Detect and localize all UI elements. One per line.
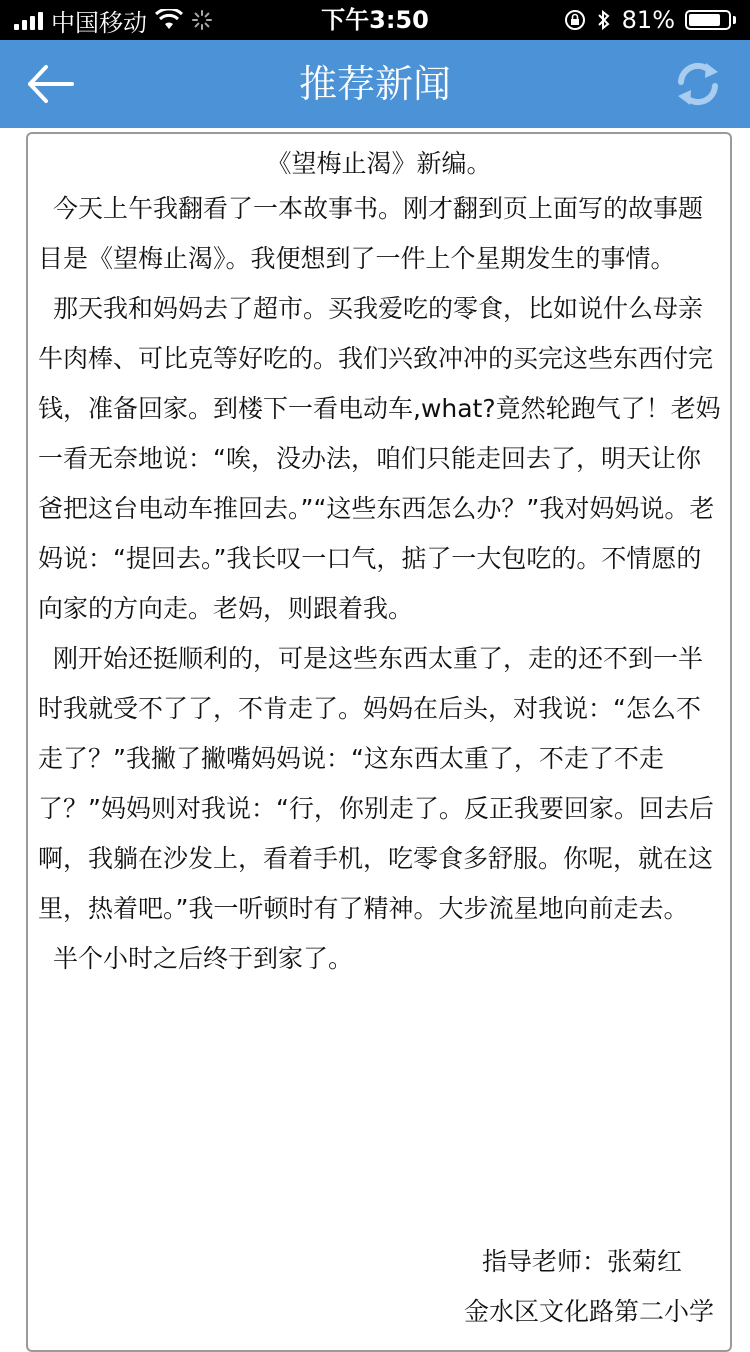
battery-percent: 81% bbox=[621, 6, 675, 34]
page-title: 推荐新闻 bbox=[298, 62, 451, 106]
article-paragraph: 刚开始还挺顺利的，可是这些东西太重了，走的还不到一半时我就受不了了，不肯走了。妈妈在后头，对我说：“怎么不走了？”我撇了撇嘴妈妈说：“这东西太重了，不走了不走了？”妈妈则对我说：“行，你别走了。反正我要回家。回去后啊，我躺在沙发上，看着手机，吃零食多舒服。你呢，就在这里，热着吧。”我一听顿时有了精神。大步流星地向前走去。 bbox=[38, 644, 714, 923]
rotation-lock-icon bbox=[564, 9, 586, 31]
refresh-icon bbox=[668, 54, 728, 114]
article-title: 《望梅止渴》新编。 bbox=[266, 149, 492, 178]
battery-fill bbox=[689, 14, 720, 26]
status-right bbox=[564, 0, 736, 40]
article-card bbox=[26, 132, 732, 1352]
article-paragraph: 今天上午我翻看了一本故事书。刚才翻到页上面写的故事题目是《望梅止渴》。我便想到了一件上个星期发生的事情。 bbox=[38, 194, 704, 273]
nav-bar bbox=[0, 40, 750, 128]
article-paragraph: 半个小时之后终于到家了。 bbox=[53, 944, 354, 973]
article-paragraph: 那天我和妈妈去了超市。买我爱吃的零食，比如说什么母亲牛肉棒、可比克等好吃的。我们兴致冲冲的买完这些东西付完钱，准备回家。到楼下一看电动车,what?竟然轮跑气了！老妈一看无奈地说：“唉，没办法，咱们只能走回去了，明天让你爸把这台电动车推回去。”“这些东西怎么办？”我对妈妈说。老妈说：“提回去。”我长叹一口气，掂了一大包吃的。不情愿的向家的方向走。老妈，则跟着我。 bbox=[38, 294, 721, 623]
article-body bbox=[38, 184, 722, 984]
status-bar bbox=[0, 0, 750, 40]
battery-tip bbox=[733, 16, 736, 24]
teacher-credit: 指导老师：张菊红 bbox=[481, 1247, 682, 1276]
bluetooth-icon bbox=[596, 8, 612, 32]
status-time: 下午3:50 bbox=[321, 6, 429, 34]
school-name: 金水区文化路第二小学 bbox=[463, 1297, 714, 1326]
battery-icon bbox=[685, 10, 731, 30]
refresh-button[interactable] bbox=[668, 54, 728, 114]
carrier-label: 中国移动 bbox=[51, 8, 147, 37]
